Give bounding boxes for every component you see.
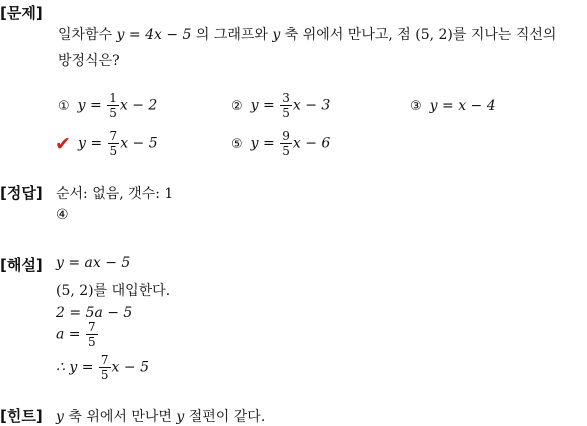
problem-y-var: y xyxy=(272,27,281,43)
option-4-pre: y = xyxy=(78,135,107,152)
solution-line1: y = ax − 5 xyxy=(56,255,131,271)
solution-line4-numerator: 7 xyxy=(87,320,96,334)
solution-line5-denominator: 5 xyxy=(100,368,109,382)
hint-end: 절편이 같다. xyxy=(184,409,266,425)
option-2-pre: y = xyxy=(250,97,280,114)
option-1-number: ① xyxy=(58,98,70,114)
option-5-post: x − 6 xyxy=(292,135,331,152)
problem-text-b: 의 그래프와 xyxy=(191,27,273,43)
solution-line4-fraction xyxy=(86,321,98,348)
option-2-denominator: 5 xyxy=(282,106,290,120)
solution-line5-pre: ∴ y = xyxy=(56,359,98,376)
answer-label: [정답] xyxy=(0,184,43,202)
option-5-numerator: 9 xyxy=(282,129,290,143)
option-3-number: ③ xyxy=(410,99,422,114)
solution-line5-numerator: 7 xyxy=(100,353,109,367)
option-1-denominator: 5 xyxy=(109,106,117,120)
option-4[interactable] xyxy=(78,130,158,157)
option-1-post: x − 2 xyxy=(119,97,158,114)
option-4-post: x − 5 xyxy=(120,135,158,152)
option-4-numerator: 7 xyxy=(109,129,118,143)
option-3-pre: y = x − 4 xyxy=(429,98,496,114)
solution-label: [해설] xyxy=(0,256,43,274)
hint-label: [힌트] xyxy=(0,407,43,425)
solution-line2: (5, 2)를 대입한다. xyxy=(56,283,171,299)
option-2-numerator: 3 xyxy=(282,91,290,105)
solution-line5-post: x − 5 xyxy=(111,359,149,376)
problem-text-c: 축 위에서 만나고, 점 (5, 2)를 지나는 직선의 xyxy=(280,27,557,43)
option-1-fraction xyxy=(107,92,119,119)
problem-equation: y = 4x − 5 xyxy=(116,27,192,43)
option-1-numerator: 1 xyxy=(109,91,117,105)
option-5-denominator: 5 xyxy=(282,144,290,158)
solution-line5 xyxy=(56,354,149,381)
option-2-fraction xyxy=(280,92,292,119)
option-5-fraction xyxy=(280,130,292,157)
option-2-post: x − 3 xyxy=(292,97,331,114)
problem-label: [문제] xyxy=(0,4,43,22)
solution-line4-denominator: 5 xyxy=(87,335,96,349)
solution-line4 xyxy=(56,321,99,348)
solution-line3: 2 = 5a − 5 xyxy=(56,305,133,321)
option-4-denominator: 5 xyxy=(109,144,118,158)
option-5[interactable] xyxy=(231,130,330,157)
option-3[interactable] xyxy=(410,98,496,114)
problem-text-line2: 방정식은? xyxy=(58,53,120,69)
problem-text-a: 일차함수 xyxy=(58,27,117,43)
answer-number: ④ xyxy=(56,207,69,223)
option-4-fraction xyxy=(108,130,120,157)
problem-text-line1 xyxy=(58,24,556,44)
hint-mid: 축 위에서 만나면 xyxy=(63,409,177,425)
answer-order-count: 순서: 없음, 갯수: 1 xyxy=(56,186,174,202)
option-2[interactable] xyxy=(231,92,330,119)
option-5-pre: y = xyxy=(250,135,280,152)
option-1[interactable] xyxy=(58,92,157,119)
solution-line5-fraction xyxy=(99,354,111,381)
selected-check-icon: ✔ xyxy=(55,133,71,155)
hint-y-var: y xyxy=(56,409,64,425)
solution-line4-pre: a = xyxy=(56,326,85,343)
option-2-number: ② xyxy=(231,98,243,114)
hint-y-var-2: y xyxy=(176,409,185,425)
option-5-number: ⑤ xyxy=(231,136,243,152)
option-1-pre: y = xyxy=(77,97,107,114)
hint-text xyxy=(56,406,265,426)
